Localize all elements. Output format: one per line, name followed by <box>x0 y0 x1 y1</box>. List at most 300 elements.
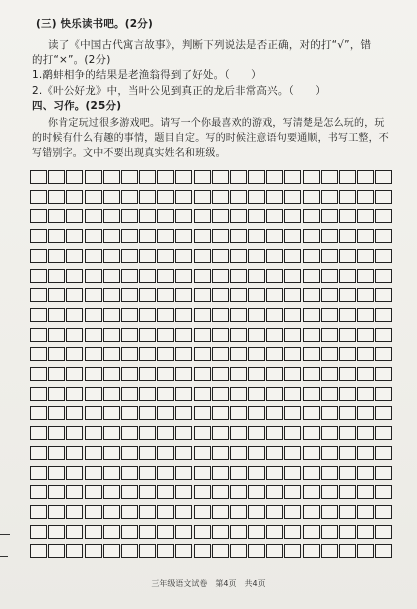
grid-cell[interactable] <box>85 367 102 381</box>
grid-cell[interactable] <box>175 387 192 401</box>
grid-cell[interactable] <box>212 446 229 460</box>
grid-cell[interactable] <box>212 288 229 302</box>
grid-cell[interactable] <box>375 347 392 361</box>
grid-cell[interactable] <box>175 485 192 499</box>
grid-cell[interactable] <box>375 544 392 558</box>
grid-cell[interactable] <box>212 170 229 184</box>
grid-cell[interactable] <box>66 466 83 480</box>
grid-cell[interactable] <box>357 190 374 204</box>
grid-cell[interactable] <box>139 328 156 342</box>
grid-cell[interactable] <box>66 426 83 440</box>
grid-cell[interactable] <box>175 347 192 361</box>
grid-cell[interactable] <box>30 190 47 204</box>
grid-cell[interactable] <box>66 170 83 184</box>
grid-cell[interactable] <box>66 308 83 322</box>
grid-cell[interactable] <box>212 209 229 223</box>
grid-cell[interactable] <box>303 269 320 283</box>
grid-cell[interactable] <box>103 544 120 558</box>
grid-cell[interactable] <box>103 190 120 204</box>
grid-cell[interactable] <box>157 426 174 440</box>
grid-cell[interactable] <box>284 505 301 519</box>
grid-cell[interactable] <box>66 347 83 361</box>
grid-cell[interactable] <box>248 308 265 322</box>
grid-cell[interactable] <box>85 426 102 440</box>
grid-cell[interactable] <box>303 170 320 184</box>
grid-cell[interactable] <box>175 466 192 480</box>
grid-cell[interactable] <box>121 170 138 184</box>
grid-cell[interactable] <box>157 544 174 558</box>
grid-cell[interactable] <box>212 190 229 204</box>
grid-cell[interactable] <box>103 505 120 519</box>
grid-cell[interactable] <box>194 229 211 243</box>
grid-cell[interactable] <box>321 209 338 223</box>
grid-cell[interactable] <box>339 505 356 519</box>
grid-cell[interactable] <box>121 505 138 519</box>
grid-cell[interactable] <box>357 426 374 440</box>
grid-cell[interactable] <box>48 249 65 263</box>
grid-cell[interactable] <box>339 406 356 420</box>
grid-cell[interactable] <box>194 269 211 283</box>
grid-cell[interactable] <box>375 209 392 223</box>
grid-cell[interactable] <box>303 505 320 519</box>
grid-cell[interactable] <box>284 387 301 401</box>
grid-cell[interactable] <box>139 170 156 184</box>
grid-cell[interactable] <box>230 308 247 322</box>
grid-cell[interactable] <box>103 426 120 440</box>
grid-cell[interactable] <box>175 308 192 322</box>
grid-cell[interactable] <box>85 170 102 184</box>
grid-cell[interactable] <box>66 485 83 499</box>
grid-cell[interactable] <box>85 406 102 420</box>
grid-cell[interactable] <box>321 446 338 460</box>
grid-cell[interactable] <box>85 505 102 519</box>
grid-cell[interactable] <box>357 387 374 401</box>
grid-cell[interactable] <box>230 426 247 440</box>
grid-cell[interactable] <box>248 485 265 499</box>
grid-cell[interactable] <box>85 466 102 480</box>
grid-cell[interactable] <box>339 485 356 499</box>
grid-cell[interactable] <box>85 190 102 204</box>
grid-cell[interactable] <box>357 229 374 243</box>
grid-cell[interactable] <box>157 367 174 381</box>
grid-cell[interactable] <box>48 446 65 460</box>
grid-cell[interactable] <box>139 308 156 322</box>
grid-cell[interactable] <box>121 249 138 263</box>
grid-cell[interactable] <box>30 288 47 302</box>
grid-cell[interactable] <box>303 485 320 499</box>
grid-cell[interactable] <box>139 505 156 519</box>
grid-cell[interactable] <box>157 446 174 460</box>
grid-cell[interactable] <box>121 446 138 460</box>
grid-cell[interactable] <box>357 544 374 558</box>
grid-cell[interactable] <box>85 347 102 361</box>
grid-cell[interactable] <box>284 406 301 420</box>
grid-cell[interactable] <box>85 269 102 283</box>
grid-cell[interactable] <box>30 525 47 539</box>
grid-cell[interactable] <box>157 387 174 401</box>
grid-cell[interactable] <box>266 288 283 302</box>
grid-cell[interactable] <box>103 347 120 361</box>
grid-cell[interactable] <box>175 505 192 519</box>
grid-cell[interactable] <box>194 505 211 519</box>
grid-cell[interactable] <box>66 525 83 539</box>
grid-cell[interactable] <box>30 229 47 243</box>
grid-cell[interactable] <box>375 505 392 519</box>
grid-cell[interactable] <box>121 269 138 283</box>
grid-cell[interactable] <box>321 387 338 401</box>
grid-cell[interactable] <box>157 347 174 361</box>
grid-cell[interactable] <box>85 249 102 263</box>
grid-cell[interactable] <box>321 190 338 204</box>
grid-cell[interactable] <box>103 209 120 223</box>
grid-cell[interactable] <box>48 288 65 302</box>
grid-cell[interactable] <box>194 367 211 381</box>
grid-cell[interactable] <box>212 406 229 420</box>
grid-cell[interactable] <box>66 190 83 204</box>
grid-cell[interactable] <box>30 328 47 342</box>
grid-cell[interactable] <box>30 466 47 480</box>
grid-cell[interactable] <box>248 229 265 243</box>
grid-cell[interactable] <box>103 308 120 322</box>
grid-cell[interactable] <box>85 229 102 243</box>
grid-cell[interactable] <box>339 367 356 381</box>
grid-cell[interactable] <box>321 367 338 381</box>
grid-cell[interactable] <box>266 426 283 440</box>
grid-cell[interactable] <box>303 544 320 558</box>
grid-cell[interactable] <box>284 190 301 204</box>
grid-cell[interactable] <box>66 269 83 283</box>
grid-cell[interactable] <box>339 387 356 401</box>
grid-cell[interactable] <box>66 249 83 263</box>
grid-cell[interactable] <box>303 446 320 460</box>
grid-cell[interactable] <box>121 308 138 322</box>
grid-cell[interactable] <box>375 406 392 420</box>
grid-cell[interactable] <box>339 446 356 460</box>
grid-cell[interactable] <box>230 485 247 499</box>
grid-cell[interactable] <box>103 446 120 460</box>
grid-cell[interactable] <box>230 406 247 420</box>
grid-cell[interactable] <box>266 190 283 204</box>
grid-cell[interactable] <box>157 229 174 243</box>
grid-cell[interactable] <box>175 190 192 204</box>
grid-cell[interactable] <box>194 466 211 480</box>
grid-cell[interactable] <box>321 544 338 558</box>
grid-cell[interactable] <box>248 446 265 460</box>
grid-cell[interactable] <box>175 229 192 243</box>
grid-cell[interactable] <box>30 209 47 223</box>
grid-cell[interactable] <box>212 249 229 263</box>
grid-cell[interactable] <box>212 269 229 283</box>
grid-cell[interactable] <box>339 249 356 263</box>
grid-cell[interactable] <box>48 387 65 401</box>
grid-cell[interactable] <box>48 269 65 283</box>
grid-cell[interactable] <box>284 170 301 184</box>
grid-cell[interactable] <box>103 328 120 342</box>
grid-cell[interactable] <box>357 308 374 322</box>
grid-cell[interactable] <box>248 367 265 381</box>
grid-cell[interactable] <box>303 190 320 204</box>
grid-cell[interactable] <box>48 544 65 558</box>
grid-cell[interactable] <box>375 426 392 440</box>
grid-cell[interactable] <box>30 249 47 263</box>
grid-cell[interactable] <box>321 288 338 302</box>
grid-cell[interactable] <box>30 446 47 460</box>
grid-cell[interactable] <box>248 209 265 223</box>
grid-cell[interactable] <box>321 466 338 480</box>
grid-cell[interactable] <box>30 269 47 283</box>
grid-cell[interactable] <box>303 367 320 381</box>
grid-cell[interactable] <box>121 544 138 558</box>
grid-cell[interactable] <box>375 229 392 243</box>
grid-cell[interactable] <box>175 406 192 420</box>
grid-cell[interactable] <box>357 170 374 184</box>
grid-cell[interactable] <box>194 525 211 539</box>
grid-cell[interactable] <box>175 446 192 460</box>
grid-cell[interactable] <box>48 485 65 499</box>
grid-cell[interactable] <box>30 485 47 499</box>
grid-cell[interactable] <box>266 466 283 480</box>
grid-cell[interactable] <box>375 170 392 184</box>
grid-cell[interactable] <box>321 170 338 184</box>
grid-cell[interactable] <box>230 170 247 184</box>
grid-cell[interactable] <box>357 446 374 460</box>
grid-cell[interactable] <box>175 544 192 558</box>
grid-cell[interactable] <box>121 229 138 243</box>
grid-cell[interactable] <box>30 426 47 440</box>
grid-cell[interactable] <box>230 328 247 342</box>
grid-cell[interactable] <box>30 406 47 420</box>
grid-cell[interactable] <box>230 347 247 361</box>
grid-cell[interactable] <box>357 209 374 223</box>
grid-cell[interactable] <box>48 209 65 223</box>
grid-cell[interactable] <box>30 170 47 184</box>
grid-cell[interactable] <box>212 525 229 539</box>
grid-cell[interactable] <box>248 466 265 480</box>
grid-cell[interactable] <box>266 347 283 361</box>
grid-cell[interactable] <box>175 525 192 539</box>
grid-cell[interactable] <box>85 288 102 302</box>
grid-cell[interactable] <box>139 269 156 283</box>
grid-cell[interactable] <box>266 170 283 184</box>
grid-cell[interactable] <box>284 485 301 499</box>
grid-cell[interactable] <box>212 328 229 342</box>
grid-cell[interactable] <box>139 229 156 243</box>
grid-cell[interactable] <box>357 505 374 519</box>
grid-cell[interactable] <box>212 229 229 243</box>
grid-cell[interactable] <box>375 288 392 302</box>
grid-cell[interactable] <box>284 288 301 302</box>
grid-cell[interactable] <box>375 249 392 263</box>
grid-cell[interactable] <box>375 387 392 401</box>
writing-grid[interactable] <box>30 170 408 565</box>
grid-cell[interactable] <box>85 387 102 401</box>
grid-cell[interactable] <box>48 229 65 243</box>
grid-cell[interactable] <box>212 426 229 440</box>
grid-cell[interactable] <box>230 229 247 243</box>
grid-cell[interactable] <box>248 525 265 539</box>
grid-cell[interactable] <box>230 288 247 302</box>
grid-cell[interactable] <box>121 347 138 361</box>
grid-cell[interactable] <box>230 209 247 223</box>
grid-cell[interactable] <box>248 328 265 342</box>
grid-cell[interactable] <box>303 426 320 440</box>
grid-cell[interactable] <box>303 229 320 243</box>
grid-cell[interactable] <box>139 426 156 440</box>
grid-cell[interactable] <box>248 387 265 401</box>
grid-cell[interactable] <box>266 505 283 519</box>
grid-cell[interactable] <box>321 485 338 499</box>
grid-cell[interactable] <box>212 505 229 519</box>
grid-cell[interactable] <box>121 288 138 302</box>
grid-cell[interactable] <box>248 190 265 204</box>
grid-cell[interactable] <box>194 485 211 499</box>
grid-cell[interactable] <box>85 485 102 499</box>
grid-cell[interactable] <box>157 505 174 519</box>
grid-cell[interactable] <box>339 209 356 223</box>
grid-cell[interactable] <box>339 229 356 243</box>
grid-cell[interactable] <box>357 328 374 342</box>
grid-cell[interactable] <box>339 190 356 204</box>
grid-cell[interactable] <box>103 249 120 263</box>
grid-cell[interactable] <box>30 544 47 558</box>
grid-cell[interactable] <box>139 485 156 499</box>
grid-cell[interactable] <box>66 544 83 558</box>
grid-cell[interactable] <box>103 387 120 401</box>
grid-cell[interactable] <box>303 406 320 420</box>
grid-cell[interactable] <box>248 505 265 519</box>
grid-cell[interactable] <box>339 170 356 184</box>
grid-cell[interactable] <box>157 269 174 283</box>
grid-cell[interactable] <box>121 209 138 223</box>
grid-cell[interactable] <box>303 387 320 401</box>
grid-cell[interactable] <box>194 308 211 322</box>
grid-cell[interactable] <box>194 249 211 263</box>
grid-cell[interactable] <box>139 544 156 558</box>
grid-cell[interactable] <box>339 426 356 440</box>
grid-cell[interactable] <box>85 328 102 342</box>
grid-cell[interactable] <box>48 406 65 420</box>
grid-cell[interactable] <box>230 446 247 460</box>
grid-cell[interactable] <box>48 308 65 322</box>
grid-cell[interactable] <box>248 249 265 263</box>
grid-cell[interactable] <box>85 446 102 460</box>
grid-cell[interactable] <box>230 387 247 401</box>
grid-cell[interactable] <box>139 190 156 204</box>
grid-cell[interactable] <box>357 347 374 361</box>
grid-cell[interactable] <box>103 170 120 184</box>
grid-cell[interactable] <box>230 269 247 283</box>
grid-cell[interactable] <box>284 525 301 539</box>
grid-cell[interactable] <box>194 446 211 460</box>
grid-cell[interactable] <box>194 347 211 361</box>
grid-cell[interactable] <box>194 426 211 440</box>
grid-cell[interactable] <box>121 387 138 401</box>
grid-cell[interactable] <box>266 328 283 342</box>
grid-cell[interactable] <box>375 466 392 480</box>
grid-cell[interactable] <box>30 505 47 519</box>
grid-cell[interactable] <box>157 466 174 480</box>
grid-cell[interactable] <box>139 367 156 381</box>
grid-cell[interactable] <box>121 190 138 204</box>
grid-cell[interactable] <box>357 288 374 302</box>
grid-cell[interactable] <box>284 249 301 263</box>
grid-cell[interactable] <box>121 485 138 499</box>
grid-cell[interactable] <box>157 249 174 263</box>
grid-cell[interactable] <box>303 328 320 342</box>
grid-cell[interactable] <box>103 229 120 243</box>
grid-cell[interactable] <box>48 525 65 539</box>
grid-cell[interactable] <box>357 367 374 381</box>
grid-cell[interactable] <box>103 367 120 381</box>
grid-cell[interactable] <box>321 308 338 322</box>
grid-cell[interactable] <box>284 446 301 460</box>
grid-cell[interactable] <box>121 525 138 539</box>
grid-cell[interactable] <box>321 426 338 440</box>
grid-cell[interactable] <box>157 525 174 539</box>
grid-cell[interactable] <box>139 209 156 223</box>
grid-cell[interactable] <box>212 485 229 499</box>
grid-cell[interactable] <box>375 367 392 381</box>
grid-cell[interactable] <box>321 229 338 243</box>
grid-cell[interactable] <box>212 367 229 381</box>
grid-cell[interactable] <box>230 190 247 204</box>
grid-cell[interactable] <box>248 269 265 283</box>
grid-cell[interactable] <box>303 288 320 302</box>
grid-cell[interactable] <box>303 525 320 539</box>
grid-cell[interactable] <box>248 426 265 440</box>
grid-cell[interactable] <box>48 367 65 381</box>
grid-cell[interactable] <box>303 466 320 480</box>
grid-cell[interactable] <box>85 209 102 223</box>
grid-cell[interactable] <box>103 269 120 283</box>
grid-cell[interactable] <box>121 328 138 342</box>
grid-cell[interactable] <box>194 209 211 223</box>
grid-cell[interactable] <box>157 190 174 204</box>
grid-cell[interactable] <box>266 229 283 243</box>
grid-cell[interactable] <box>103 406 120 420</box>
grid-cell[interactable] <box>339 347 356 361</box>
grid-cell[interactable] <box>66 288 83 302</box>
grid-cell[interactable] <box>175 288 192 302</box>
grid-cell[interactable] <box>284 229 301 243</box>
grid-cell[interactable] <box>48 466 65 480</box>
grid-cell[interactable] <box>48 426 65 440</box>
grid-cell[interactable] <box>339 525 356 539</box>
grid-cell[interactable] <box>375 446 392 460</box>
grid-cell[interactable] <box>266 249 283 263</box>
grid-cell[interactable] <box>212 387 229 401</box>
grid-cell[interactable] <box>284 269 301 283</box>
grid-cell[interactable] <box>303 249 320 263</box>
grid-cell[interactable] <box>66 505 83 519</box>
grid-cell[interactable] <box>48 505 65 519</box>
grid-cell[interactable] <box>194 328 211 342</box>
grid-cell[interactable] <box>321 269 338 283</box>
grid-cell[interactable] <box>321 249 338 263</box>
grid-cell[interactable] <box>66 387 83 401</box>
grid-cell[interactable] <box>375 485 392 499</box>
grid-cell[interactable] <box>266 308 283 322</box>
grid-cell[interactable] <box>66 367 83 381</box>
grid-cell[interactable] <box>175 170 192 184</box>
grid-cell[interactable] <box>66 328 83 342</box>
grid-cell[interactable] <box>339 308 356 322</box>
grid-cell[interactable] <box>121 367 138 381</box>
grid-cell[interactable] <box>175 367 192 381</box>
grid-cell[interactable] <box>194 406 211 420</box>
grid-cell[interactable] <box>357 466 374 480</box>
grid-cell[interactable] <box>230 505 247 519</box>
